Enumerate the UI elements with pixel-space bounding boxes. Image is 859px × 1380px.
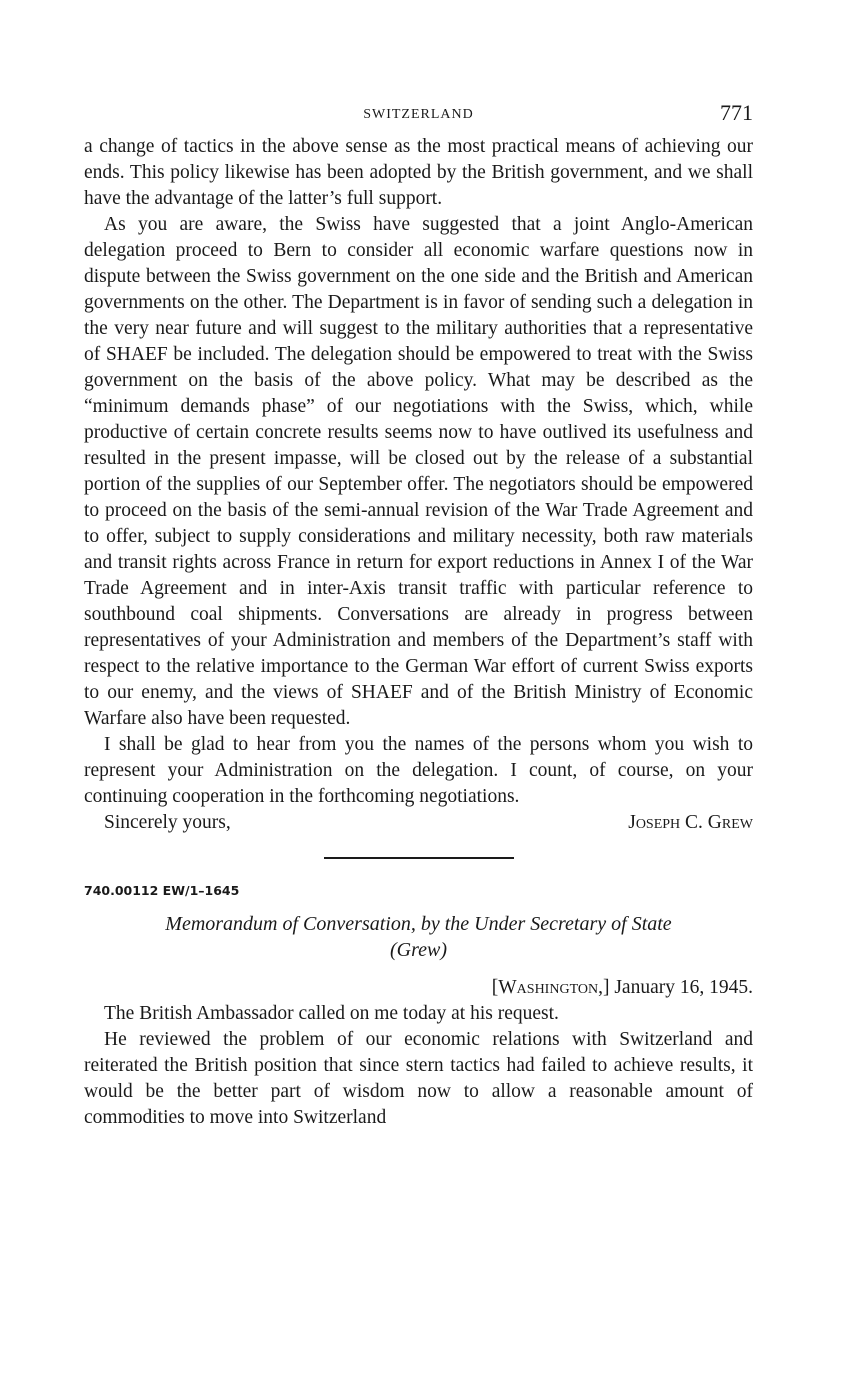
memo-title-line-2: (Grew) (389, 939, 448, 961)
salutation: Sincerely yours, (104, 812, 231, 833)
document-page (84, 100, 753, 1131)
page-number: 771 (720, 100, 753, 125)
dateline (84, 975, 753, 1001)
signature: Joseph C. Grew (628, 812, 753, 833)
running-head (84, 100, 753, 134)
closing-line (84, 810, 753, 836)
dateline-date: January 16, 1945. (614, 977, 753, 998)
paragraph-names-request: I shall be glad to hear from you the names of the persons whom you wish to represent your Administration on the delegation. I count, of course, on your continuing cooperation in the forthcoming negotiations. (84, 734, 753, 807)
memo-paragraph-1: The British Ambassador called on me today at his request. (104, 1003, 559, 1024)
section-divider (324, 857, 514, 859)
memo-title-line-1: Memorandum of Conversation, by the Under Secretary of State (165, 913, 672, 935)
dateline-place: [Washington,] (491, 977, 610, 998)
memo-paragraph-2: He reviewed the problem of our economic relations with Switzerland and reiterated the British position that since stern tactics had failed to achieve results, it would be the better part of wisdom now to allow a reasonable amount of commodities to move into Switzerland (84, 1029, 753, 1128)
file-reference: 740.00112 EW/1–1645 (84, 883, 240, 898)
paragraph-delegation: As you are aware, the Swiss have suggested that a joint Anglo-American delegation proceed to Bern to consider all economic warfare questions now in dispute between the Swiss government on the one side and the British and American governments on the other. The Department is in favor of sending such a delegation in the very near future and will suggest to the military authorities that a representative of SHAEF be included. The delegation should be empowered to treat with the Swiss government on the basis of the above policy. What may be described as the “minimum demands phase” of our negotiations with the Swiss, which, while productive of certain concrete results seems now to have outlived its usefulness and resulted in the present impasse, will be closed out by the release of a substantial portion of the supplies of our September offer. The negotiators should be empowered to proceed on the basis of the semi-annual revision of the War Trade Agreement and to offer, subject to supply considerations and military necessity, both raw materials and transit rights across France in return for export reductions in Annex I of the War Trade Agreement and in inter-Axis transit traffic with particular reference to southbound coal shipments. Conversations are already in progress between representatives of your Administration and members of the Department’s staff with respect to the relative importance to the German War effort of current Swiss exports to our enemy, and the views of SHAEF and of the British Ministry of Economic Warfare also have been requested. (84, 214, 753, 729)
paragraph-continuation: a change of tactics in the above sense as the most practical means of achieving our ends. This policy likewise has been adopted by the British government, and we shall have the advantage of the latter’s full support. (84, 136, 753, 209)
memo-title (84, 911, 753, 963)
running-title: SWITZERLAND (363, 107, 474, 122)
